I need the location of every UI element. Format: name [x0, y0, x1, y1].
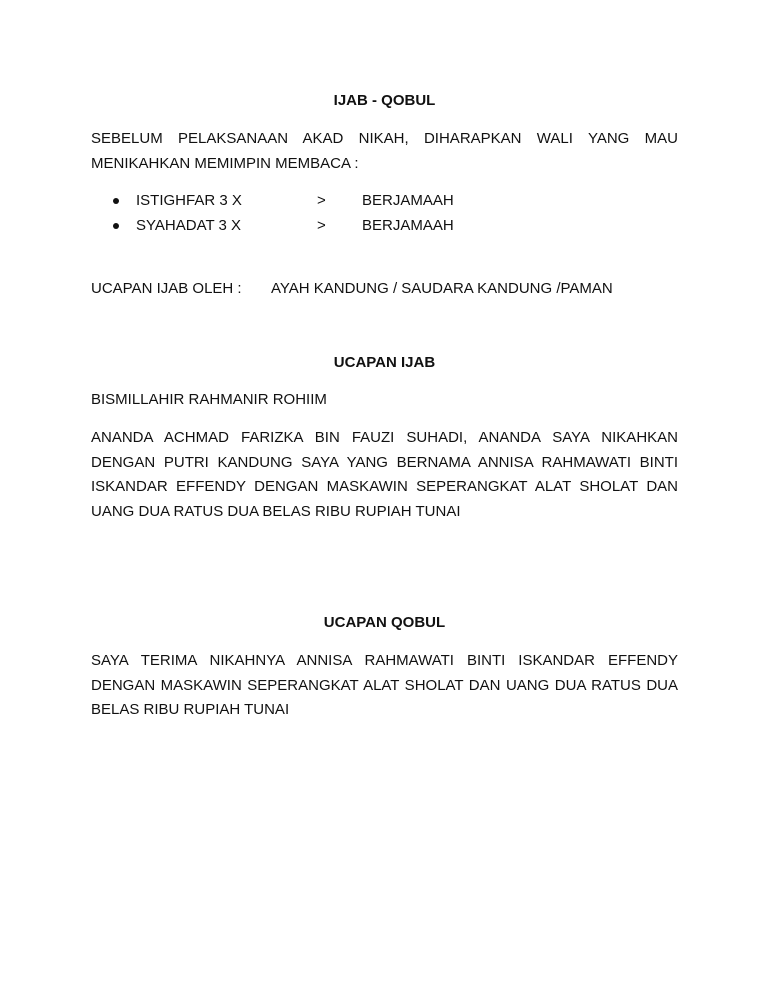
ijab-paragraph: ANANDA ACHMAD FARIZKA BIN FAUZI SUHADI, ANANDA SAYA NIKAHKAN DENGAN PUTRI KANDUNG SAYA YANG BERNAMA ANNISA RAHMAWATI BINTI ISKANDAR EFFENDY DENGAN MASKAWIN SEPERANGKAT ALAT SHOLAT DAN UANG DUA RATUS DUA BELAS RIBU RUPIAH TUNAI — [91, 429, 678, 520]
recitation-mode: BERJAMAAH — [362, 192, 454, 209]
recitation-name: ISTIGHFAR 3 X — [136, 192, 242, 209]
list-item — [91, 215, 591, 237]
list-item — [91, 190, 591, 212]
recitation-name: SYAHADAT 3 X — [136, 217, 242, 234]
ijab-opening: BISMILLAHIR RAHMANIR ROHIIM — [91, 391, 327, 408]
bullet-icon — [113, 198, 119, 204]
qobul-heading: UCAPAN QOBUL — [323, 614, 446, 631]
recitation-mode: BERJAMAAH — [362, 217, 454, 234]
ijab-heading: UCAPAN IJAB — [333, 354, 436, 371]
recitation-separator: > — [317, 192, 326, 209]
qobul-paragraph: SAYA TERIMA NIKAHNYA ANNISA RAHMAWATI BINTI ISKANDAR EFFENDY DENGAN MASKAWIN SEPERANGKAT ALAT SHOLAT DAN UANG DUA RATUS DUA BELAS RIBU RUPIAH TUNAI — [91, 652, 678, 718]
recitation-separator: > — [317, 217, 326, 234]
ijab-by-label: UCAPAN IJAB OLEH : — [91, 280, 242, 297]
document-title: IJAB - QOBUL — [333, 92, 436, 109]
ijab-by-value: AYAH KANDUNG / SAUDARA KANDUNG /PAMAN — [271, 280, 613, 297]
bullet-icon — [113, 223, 119, 229]
intro-paragraph: SEBELUM PELAKSANAAN AKAD NIKAH, DIHARAPKAN WALI YANG MAU MENIKAHKAN MEMIMPIN MEMBACA : — [91, 130, 678, 172]
